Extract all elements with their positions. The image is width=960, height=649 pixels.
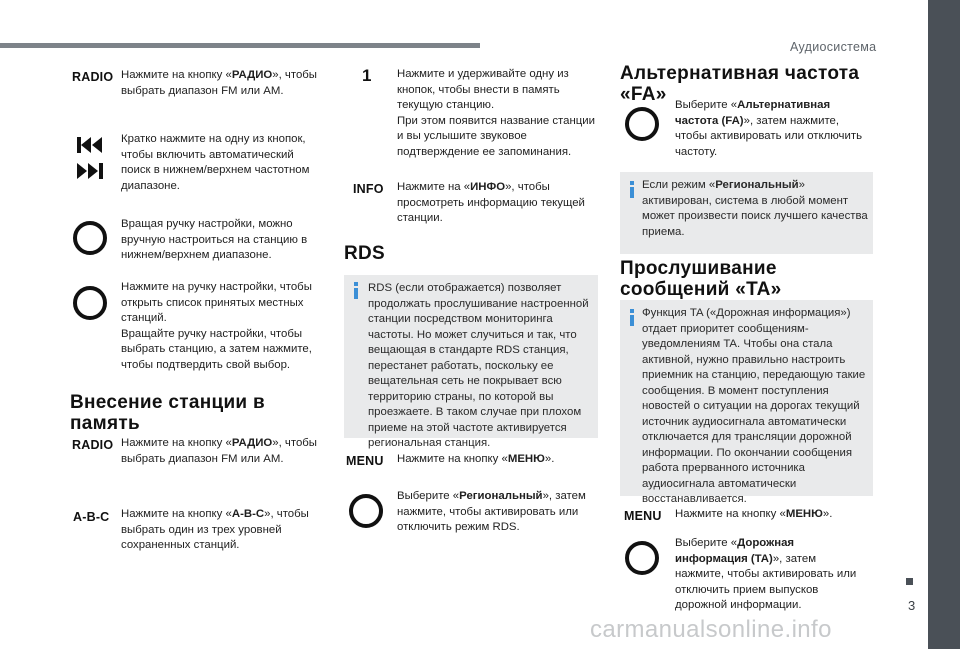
radio-button-label: RADIO bbox=[72, 438, 114, 452]
text-part: Выберите « bbox=[397, 490, 460, 502]
seek-forward-icon bbox=[77, 163, 103, 184]
menu-instruction bbox=[397, 452, 587, 468]
text-part: Нажмите на кнопку « bbox=[121, 508, 232, 520]
info-icon bbox=[629, 181, 636, 198]
rds-heading: RDS bbox=[344, 243, 386, 264]
text-part: Нажмите на « bbox=[397, 181, 471, 193]
text-part: », затем нажмите, чтобы активировать или отключить режим RDS. bbox=[397, 490, 586, 533]
text-part: Нажмите на кнопку « bbox=[121, 437, 232, 449]
sidebar-band bbox=[928, 0, 960, 649]
text-bold: МЕНЮ bbox=[785, 508, 823, 520]
text-part: Нажмите на ручку настройки, чтобы открыть список принятых местных станций. bbox=[121, 281, 312, 324]
text-bold: Альтернативная частота (FA) bbox=[675, 99, 831, 127]
text-part: », чтобы выбрать диапазон FM или AM. bbox=[121, 69, 317, 97]
radio-button-label: RADIO bbox=[72, 70, 114, 84]
text-bold: Дорожная информация (TA) bbox=[675, 537, 795, 565]
knob-press-instruction bbox=[121, 280, 316, 373]
menu-button-label: MENU bbox=[346, 454, 384, 468]
text-part: », затем нажмите, чтобы активировать или отключить прием выпусков дорожной информации. bbox=[675, 552, 857, 611]
menu-button-label: MENU bbox=[624, 509, 662, 523]
text-part: », чтобы выбрать один из трех уровней сохраненных станций. bbox=[121, 508, 309, 551]
info-instruction bbox=[397, 180, 587, 227]
section-title: Аудиосистема bbox=[790, 40, 877, 54]
rds-info-text: RDS (если отображается) позволяет продолжать прослушивание настроенной станции посредством мониторинга частоты. Но может случиться и так, что вещающая в стандарте RDS станция, перестанет работать, поскольку ее вещательная сеть не покрывает всю территорию страны, по которой вы проезжаете. В таком случае при плохом приеме на этой частоте активируется региональная станция. bbox=[368, 282, 589, 449]
text-part: », чтобы просмотреть информацию текущей станции. bbox=[397, 181, 585, 224]
tuning-knob-icon bbox=[625, 107, 659, 141]
text-bold: Региональный bbox=[459, 490, 543, 502]
radio-instruction bbox=[121, 436, 321, 467]
radio-instruction bbox=[121, 68, 321, 99]
regional-instruction bbox=[397, 489, 587, 536]
af-info-box bbox=[620, 172, 873, 254]
text-part: Вращайте ручку настройки, чтобы выбрать станцию, а затем нажмите, чтобы подтвердить свой выбор. bbox=[121, 327, 312, 371]
abc-instruction bbox=[121, 507, 321, 554]
page-marker bbox=[906, 578, 913, 585]
rds-info-box bbox=[344, 275, 598, 449]
text-part: », затем нажмите, чтобы активировать или отключить частоту. bbox=[675, 114, 863, 158]
info-button-label: INFO bbox=[353, 182, 384, 196]
text-part: ». bbox=[544, 453, 555, 465]
preset-instruction bbox=[397, 67, 597, 160]
seek-instruction: Кратко нажмите на одну из кнопок, чтобы включить автоматический поиск в нижнем/верхнем частотном диапазоне. bbox=[121, 133, 310, 192]
tuning-knob-icon bbox=[349, 494, 383, 528]
abc-button-label: A-B-C bbox=[73, 510, 110, 524]
info-icon bbox=[629, 309, 636, 326]
text-bold: Региональный bbox=[715, 179, 799, 191]
text-bold: РАДИО bbox=[231, 69, 273, 81]
text-bold: РАДИО bbox=[231, 437, 273, 449]
text-bold: МЕНЮ bbox=[507, 453, 545, 465]
top-rule bbox=[0, 43, 480, 48]
tuning-knob-icon bbox=[73, 221, 107, 255]
menu-instruction bbox=[675, 507, 865, 523]
seek-back-icon bbox=[77, 137, 103, 158]
ta-select-instruction bbox=[675, 536, 865, 614]
text-part: При этом появится название станции и вы услышите звуковое подтверждение ее запоминания. bbox=[397, 114, 596, 158]
text-part: Нажмите на кнопку « bbox=[121, 69, 232, 81]
af-info-text: Если режим «Региональный» активирован, система в любой момент может произвести поиск лучшего качества приема. bbox=[642, 179, 868, 238]
page-number: 3 bbox=[908, 598, 916, 613]
tuning-knob-icon bbox=[73, 286, 107, 320]
ta-info-box bbox=[620, 300, 873, 505]
text-bold: ИНФО bbox=[470, 181, 506, 193]
ta-info-text: Функция TA («Дорожная информация») отдает приоритет сообщениям-уведомлениям TA. Чтобы она стала активной, нужно правильно настроить приемник на станцию, передающую такие сообщения. В момент поступления новостей о ситуации на дорогах текущий источник аудиосигнала автоматически отключается для трансляции дорожной информации. По окончании сообщения работа прерванного источника аудиосигнала автоматически восстанавливается. bbox=[642, 307, 866, 505]
text-part: », чтобы выбрать диапазон FM или AM. bbox=[121, 437, 317, 465]
knob-rotate-instruction: Вращая ручку настройки, можно вручную настроиться на станцию в нижнем/верхнем диапазоне. bbox=[121, 218, 308, 261]
watermark: carmanualsonline.info bbox=[590, 616, 832, 643]
text-bold: A-B-C bbox=[231, 508, 265, 520]
text-part: Выберите « bbox=[675, 99, 738, 111]
info-icon bbox=[353, 282, 360, 299]
store-station-heading: Внесение станции в память bbox=[70, 392, 265, 434]
ta-heading: Прослушивание сообщений «TA» bbox=[620, 258, 782, 300]
text-part: Нажмите на кнопку « bbox=[675, 508, 786, 520]
preset-one-label: 1 bbox=[362, 66, 372, 85]
af-instruction bbox=[675, 98, 865, 160]
text-part: Выберите « bbox=[675, 537, 738, 549]
text-part: Нажмите на кнопку « bbox=[397, 453, 508, 465]
text-part: ». bbox=[822, 508, 833, 520]
tuning-knob-icon bbox=[625, 541, 659, 575]
text-part: Нажмите и удерживайте одну из кнопок, чтобы внести в память текущую станцию. bbox=[397, 68, 569, 111]
af-heading: Альтернативная частота «FA» bbox=[620, 63, 860, 105]
